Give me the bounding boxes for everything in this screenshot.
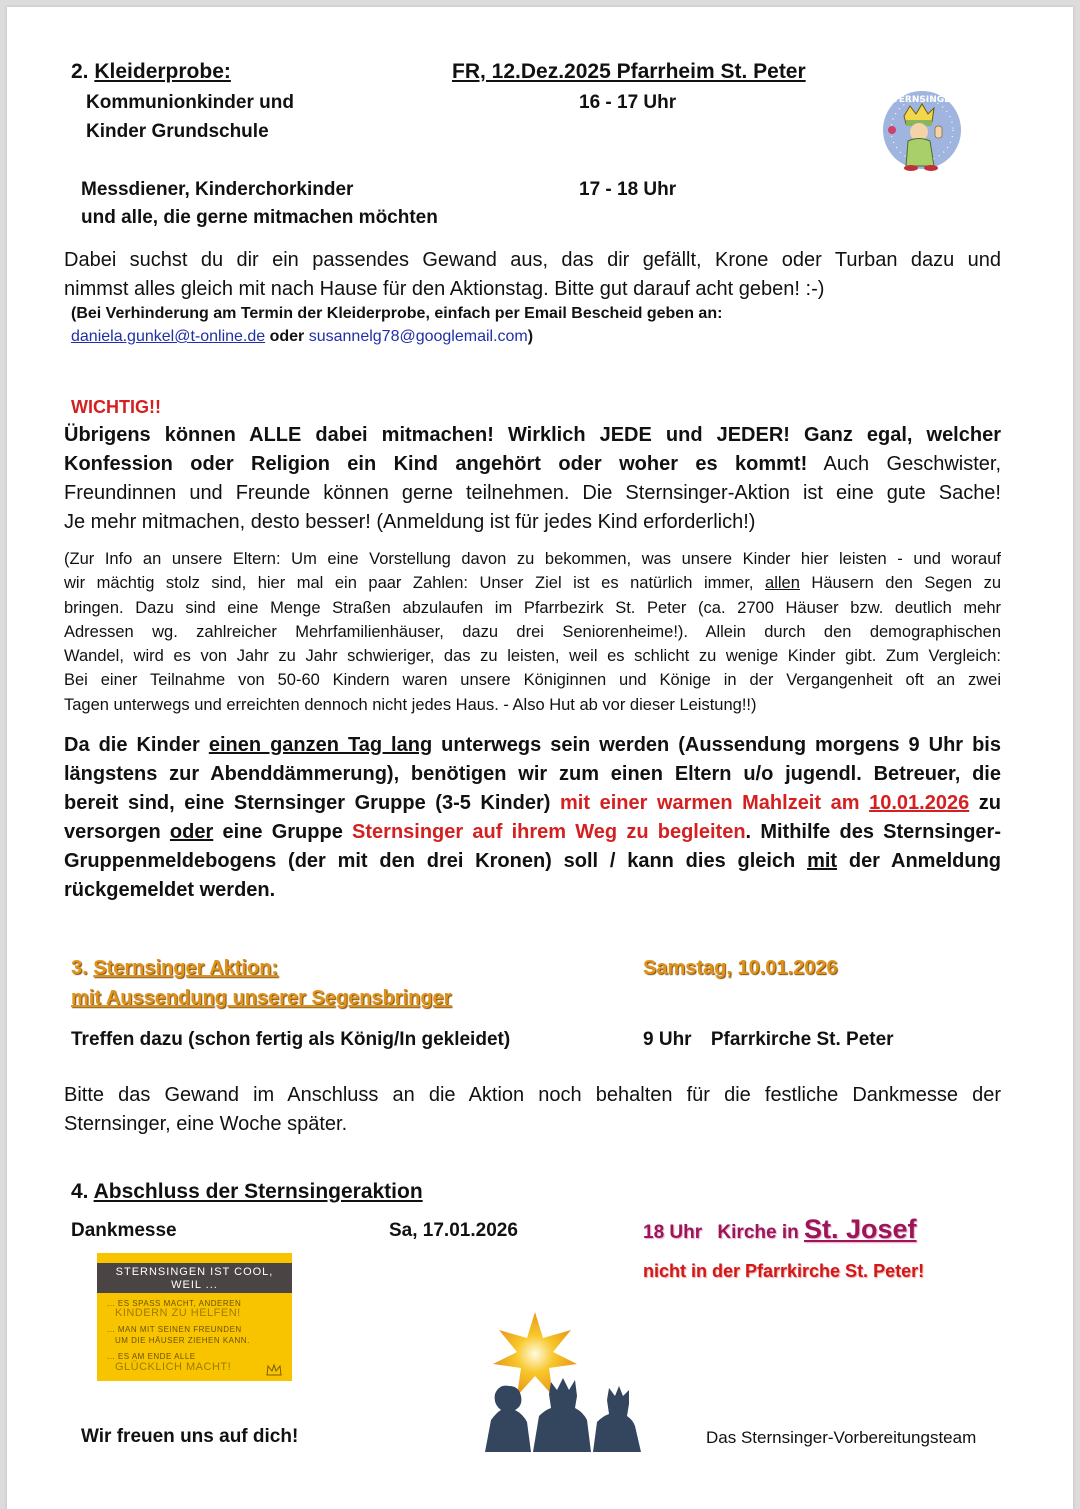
- info-line: Tagen unterwegs und erreichten dennoch nicht jedes Haus. - Also Hut ab vor dieser Leistung!!): [64, 695, 757, 714]
- meeting-time-value: 9 Uhr: [643, 1029, 692, 1050]
- email-link-daniela[interactable]: daniela.gunkel@t-online.de: [71, 328, 266, 345]
- kleiderprobe-description: [64, 246, 1001, 304]
- helpers-line: rückgemeldet werden.: [64, 879, 276, 901]
- group2-time: 17 - 18 Uhr: [579, 179, 677, 200]
- helpers-text: unterwegs sein werden (Aussendung morgens 9 Uhr bis: [432, 734, 1001, 756]
- church-prefix: Kirche in: [717, 1222, 804, 1243]
- section-number: 4.: [71, 1180, 89, 1203]
- info-line: [64, 571, 1001, 595]
- meeting-info: Treffen dazu (schon fertig als König/In gekleidet): [71, 1029, 511, 1050]
- section-number: 3.: [71, 957, 88, 979]
- card-reason-big: KINDERN ZU HELFEN!: [115, 1307, 241, 1319]
- description-line: Dabei suchst du dir ein passendes Gewand aus, das dir gefällt, Krone oder Turban dazu und: [64, 249, 1001, 271]
- helpers-text: . Mithilfe des Sternsinger-: [745, 821, 1001, 843]
- helpers-underlined: mit: [807, 850, 838, 872]
- info-text: wir mächtig stolz sind, hier mal ein paar Zahlen: Unser Ziel ist es natürlich immer,: [64, 574, 766, 593]
- info-line: Bei einer Teilnahme von 50-60 Kindern waren unsere Königinnen und Könige in der Vergangenheit oft an zwei: [64, 671, 1001, 690]
- parents-info-paragraph: [64, 547, 1001, 717]
- helpers-text: bereit sind, eine Sternsinger Gruppe (3-5 Kinder): [64, 792, 561, 814]
- group2-line1: Messdiener, Kinderchorkinder: [81, 179, 354, 200]
- info-text: Häusern den Segen zu: [799, 574, 1001, 593]
- section3-subtitle: mit Aussendung unserer Segensbringer: [71, 987, 452, 1009]
- svg-text:STERNSINGEN: STERNSINGEN: [886, 95, 958, 105]
- card-header: [97, 1263, 292, 1293]
- helpers-text: versorgen: [64, 821, 170, 843]
- info-line: (Zur Info an unsere Eltern: Um eine Vorstellung davon zu bekommen, was unsere Kinder hier leisten - und worauf: [64, 550, 1001, 568]
- helpers-line: [64, 789, 1001, 818]
- helpers-line: längstens zur Abenddämmerung), benötigen wir zum einen Eltern u/o jugendl. Betreuer, die: [64, 763, 1001, 785]
- card-reason: ... ES AM ENDE ALLE: [107, 1352, 196, 1361]
- kleiderprobe-date-place: FR, 12.Dez.2025 Pfarrheim St. Peter: [452, 60, 806, 83]
- dankmesse-time: 18 Uhr: [643, 1222, 703, 1243]
- helpers-line: [64, 847, 1001, 876]
- gewand-note: [64, 1081, 1001, 1139]
- meeting-place: Pfarrkirche St. Peter: [710, 1029, 894, 1050]
- helpers-red-text: Sternsinger auf ihrem Weg zu begleiten: [352, 821, 746, 843]
- card-header-line: STERNSINGEN IST COOL,: [115, 1266, 274, 1278]
- sternsingen-cool-card: [97, 1253, 292, 1381]
- group1-line2: Kinder Grundschule: [86, 121, 269, 142]
- sternsingen-badge-icon: [878, 86, 966, 174]
- info-line: Adressen wg. zahlreicher Mehrfamilienhäuser, dazu drei Seniorenheime!). Allein durch den demographischen: [64, 622, 1001, 641]
- aktion-date: Samstag, 10.01.2026: [643, 957, 838, 979]
- dankmesse-label: Dankmesse: [71, 1220, 177, 1241]
- note-close: ): [527, 328, 534, 345]
- card-reason: ... MAN MIT SEINEN FREUNDEN: [107, 1325, 242, 1334]
- card-reason: ... ES SPASS MACHT, ANDEREN: [107, 1299, 242, 1308]
- dankmesse-date: Sa, 17.01.2026: [389, 1220, 518, 1241]
- dankmesse-location: [643, 1214, 917, 1245]
- card-reason-big: GLÜCKLICH MACHT!: [115, 1361, 232, 1373]
- important-bold: Konfession oder Religion ein Kind angehört oder woher es kommt!: [64, 453, 808, 475]
- three-kings-star-icon: [465, 1312, 645, 1452]
- note-line: Sternsinger, eine Woche später.: [64, 1113, 348, 1135]
- important-paragraph: [64, 421, 1001, 537]
- footer-signature: Das Sternsinger-Vorbereitungsteam: [706, 1428, 977, 1447]
- important-line: [64, 450, 1001, 479]
- helpers-text: zu: [969, 792, 1001, 814]
- helpers-text: Da die Kinder: [64, 734, 209, 756]
- section3-heading: [71, 957, 278, 980]
- group2-line2: und alle, die gerne mitmachen möchten: [81, 207, 438, 228]
- important-rest: Auch Geschwister,: [807, 453, 1001, 475]
- crown-icon: [266, 1363, 282, 1375]
- section-title: Abschluss der Sternsingeraktion: [93, 1180, 423, 1203]
- helpers-red-date: 10.01.2026: [869, 792, 970, 814]
- important-line: Freundinnen und Freunde können gerne teilnehmen. Die Sternsinger-Aktion ist eine gute Sache!: [64, 482, 1001, 504]
- section-title: Kleiderprobe:: [94, 60, 231, 83]
- card-header-line: WEIL ...: [171, 1279, 218, 1291]
- or-text: oder: [265, 328, 309, 345]
- helpers-text: der Anmeldung: [837, 850, 1001, 872]
- section4-heading: [71, 1180, 423, 1204]
- note-line: Bitte das Gewand im Anschluss an die Aktion noch behalten für die festliche Dankmesse der: [64, 1084, 1001, 1106]
- contact-emails: [71, 328, 533, 346]
- important-line: Übrigens können ALLE dabei mitmachen! Wirklich JEDE und JEDER! Ganz egal, welcher: [64, 424, 1001, 446]
- section2-heading: [71, 60, 231, 84]
- email-link-susanne[interactable]: susannelg78@googlemail.com: [308, 328, 528, 345]
- info-underlined: allen: [765, 574, 800, 593]
- group1-time: 16 - 17 Uhr: [579, 92, 677, 113]
- helpers-paragraph: [64, 731, 1001, 905]
- important-line: Je mehr mitmachen, desto besser! (Anmeldung ist für jedes Kind erforderlich!): [64, 511, 756, 533]
- section-number: 2.: [71, 60, 89, 83]
- church-name: St. Josef: [804, 1214, 917, 1244]
- helpers-red-text: mit einer warmen Mahlzeit am: [560, 792, 870, 814]
- card-reason: UM DIE HÄUSER ZIEHEN KANN.: [115, 1336, 250, 1345]
- location-warning: nicht in der Pfarrkirche St. Peter!: [643, 1261, 925, 1281]
- absence-note: (Bei Verhinderung am Termin der Kleiderprobe, einfach per Email Bescheid geben an:: [71, 305, 723, 322]
- important-label: WICHTIG!!: [71, 397, 161, 417]
- helpers-text: Gruppenmeldebogens (der mit den drei Kronen) soll / kann dies gleich: [64, 850, 808, 872]
- group1-line1: Kommunionkinder und: [86, 92, 294, 113]
- helpers-line: [64, 818, 1001, 847]
- helpers-underlined: einen ganzen Tag lang: [208, 734, 433, 756]
- info-line: bringen. Dazu sind eine Menge Straßen abzulaufen im Pfarrbezirk St. Peter (ca. 2700 Häuser bzw. deutlich mehr: [64, 598, 1001, 617]
- meeting-time: [643, 1029, 894, 1051]
- section-title: Sternsinger Aktion:: [93, 957, 279, 979]
- helpers-line: [64, 731, 1001, 760]
- info-line: Wandel, wird es von Jahr zu Jahr schwieriger, das zu leisten, weil es schlicht zu wenige Kinder gibt. Zum Vergleich:: [64, 647, 1001, 666]
- footer-greeting: Wir freuen uns auf dich!: [81, 1426, 299, 1447]
- helpers-underlined: oder: [169, 821, 214, 843]
- description-line: nimmst alles gleich mit nach Hause für den Aktionstag. Bitte gut darauf acht geben! :-): [64, 278, 825, 300]
- helpers-text: eine Gruppe: [213, 821, 353, 843]
